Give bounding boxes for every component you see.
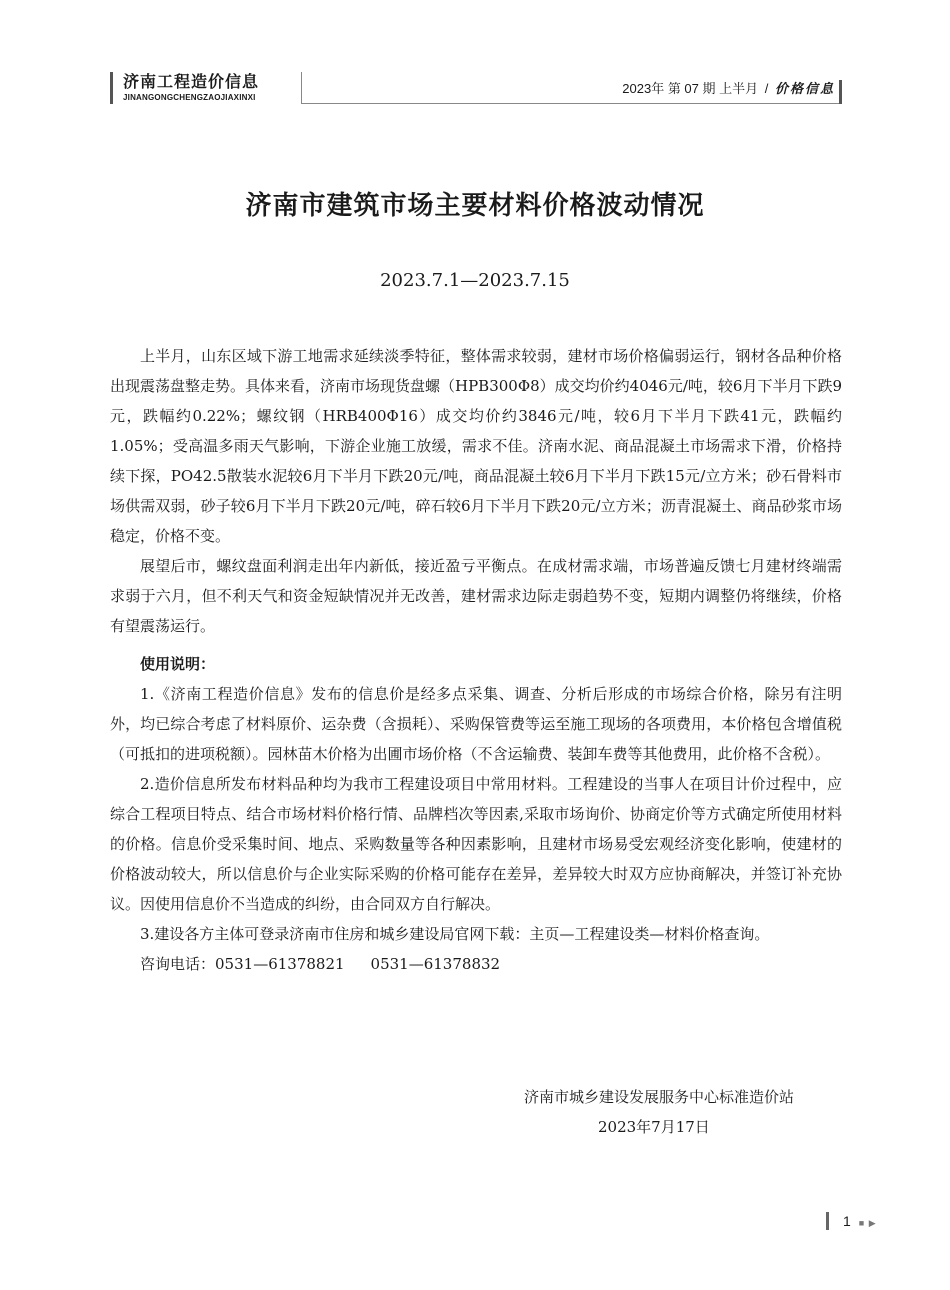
usage-notes-title: 使用说明： [140,655,216,673]
contact-phones [110,949,842,979]
contact-phone-2: 0531—61378832 [370,955,501,973]
paragraph-outlook: 展望后市，螺纹盘面利润走出年内新低，接近盈亏平衡点。在成材需求端，市场普遍反馈七月建材终端需求弱于六月，但不利天气和资金短缺情况并无改善，建材需求边际走弱趋势不变，短期内调整仍将继续，价格有望震荡运行。 [110,557,842,635]
article-body [110,341,842,979]
brand-title-cn: 济南工程造价信息 [123,72,260,91]
page-header [110,72,842,104]
contact-phone-1: 0531—61378821 [215,955,345,973]
paragraph-market-summary: 上半月，山东区域下游工地需求延续淡季特征，整体需求较弱，建材市场价格偏弱运行，钢材各品种价格出现震荡盘整走势。具体来看，济南市场现货盘螺（HPB300Φ8）成交均价约4046元/吨，较6月下半月下跌9元，跌幅约0.22%；螺纹钢（HRB400Φ16）成交均价约3846元/吨，较6月下半月下跌41元，跌幅约1.05%；受高温多雨天气影响，下游企业施工放缓，需求不佳。济南水泥、商品混凝土市场需求下滑，价格持续下探，PO42.5散装水泥较6月下半月下跌20元/吨，商品混凝土较6月下半月下跌15元/立方米；砂石骨料市场供需双弱，砂子较6月下半月下跌20元/吨，碎石较6月下半月下跌20元/立方米；沥青混凝土、商品砂浆市场稳定，价格不变。 [110,347,842,545]
page-number-value: 1 [843,1213,851,1229]
brand-title-en: JINANGONGCHENGZAOJIAXINXI [123,93,256,102]
signature-block [524,1082,824,1142]
usage-note-3: 3.建设各方主体可登录济南市住房和城乡建设局官网下载：主页—工程建设类—材料价格查询。 [140,925,770,943]
page-title: 济南市建筑市场主要材料价格波动情况 [245,191,705,221]
usage-note-1: 1.《济南工程造价信息》发布的信息价是经多点采集、调查、分析后形成的市场综合价格，除另有注明外，均已综合考虑了材料原价、运杂费（含损耗）、采购保管费等运至施工现场的各项费用，本价格包含增值税（可抵扣的进项税额）。园林苗木价格为出圃市场价格（不含运输费、装卸车费等其他费用，此价格不含税）。 [110,685,842,763]
issue-label: 2023年 第 07 期 上半月 [622,81,759,96]
issue-separator: / [764,81,769,96]
section-name: 价格信息 [774,81,835,96]
publication-brand [110,72,302,104]
date-range: 2023.7.1—2023.7.15 [380,270,570,291]
usage-note-2: 2.造价信息所发布材料品种均为我市工程建设项目中常用材料。工程建设的当事人在项目计价过程中，应综合工程项目特点、结合市场材料价格行情、品牌档次等因素,采取市场询价、协商定价等方式确定所使用材料的价格。信息价受采集时间、地点、采购数量等各种因素影响，且建材市场易受宏观经济变化影响，使建材的价格波动较大，所以信息价与企业实际采购的价格可能存在差异，差异较大时双方应协商解决，并签订补充协议。因使用信息价不当造成的纠纷，由合同双方自行解决。 [110,775,842,913]
issue-info [622,80,842,104]
signature-organization: 济南市城乡建设发展服务中心标准造价站 [524,1088,795,1106]
signature-date: 2023年7月17日 [598,1118,710,1136]
contact-label: 咨询电话： [140,955,216,973]
page-number [826,1212,877,1230]
page-arrows-icon: ■ ▶ [858,1218,877,1228]
